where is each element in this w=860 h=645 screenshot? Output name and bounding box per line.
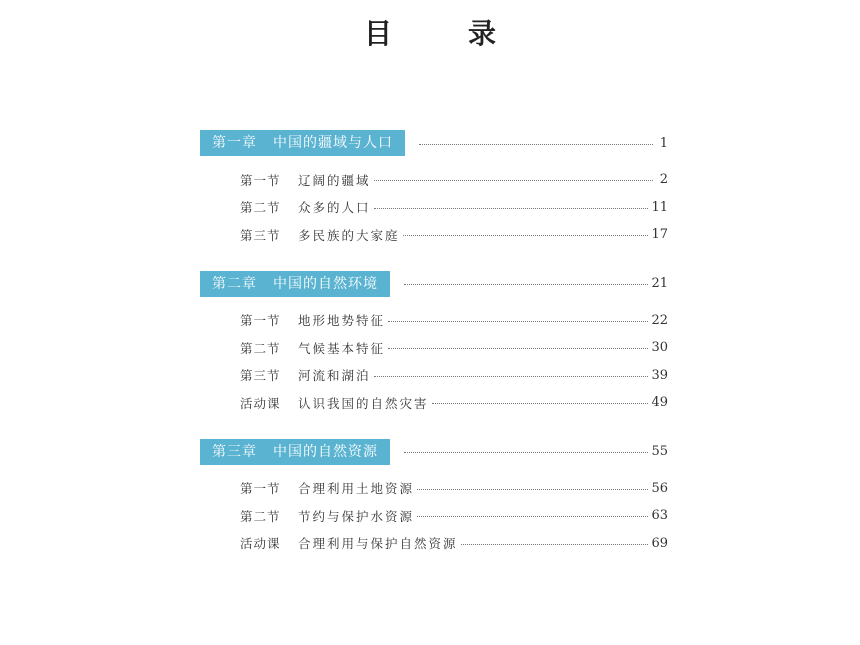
section-page-number: 39 xyxy=(651,367,668,383)
section-page-number: 11 xyxy=(651,199,668,215)
section-number: 活动课 xyxy=(240,536,281,552)
chapter-block-3 xyxy=(200,439,668,558)
chapter-number: 第三章 xyxy=(212,443,257,460)
section-number: 第三节 xyxy=(240,368,281,384)
page-title: 目 录 xyxy=(363,17,520,50)
dot-leader xyxy=(374,376,649,377)
table-of-contents xyxy=(200,130,668,579)
section-entry[interactable] xyxy=(240,389,668,417)
section-title: 合理利用土地资源 xyxy=(298,481,415,497)
section-title: 多民族的大家庭 xyxy=(298,227,400,243)
section-entry[interactable] xyxy=(240,221,668,249)
section-page-number: 22 xyxy=(651,312,668,328)
section-number: 第一节 xyxy=(240,313,281,329)
section-title: 合理利用与保护自然资源 xyxy=(298,536,458,552)
section-entry[interactable] xyxy=(240,530,668,558)
dot-leader xyxy=(417,489,648,490)
chapter-title: 中国的疆域与人口 xyxy=(273,135,393,151)
section-title: 认识我国的自然灾害 xyxy=(298,395,429,411)
section-number: 活动课 xyxy=(240,395,281,411)
section-entry[interactable] xyxy=(240,362,668,390)
section-page-number: 2 xyxy=(659,172,668,188)
chapter-number: 第一章 xyxy=(212,135,257,151)
chapter-entry[interactable] xyxy=(200,271,668,297)
chapter-entry[interactable] xyxy=(200,130,668,156)
section-entry[interactable] xyxy=(240,166,668,194)
chapter-page-number: 21 xyxy=(651,276,668,291)
section-page-number: 69 xyxy=(651,535,668,551)
chapter-block-2 xyxy=(200,271,668,417)
chapter-title: 中国的自然环境 xyxy=(273,275,378,292)
dot-leader xyxy=(419,144,653,145)
chapter-number: 第二章 xyxy=(212,275,257,292)
section-number: 第二节 xyxy=(240,340,281,356)
dot-leader xyxy=(374,208,649,209)
section-entry[interactable] xyxy=(240,334,668,362)
chapter-title: 中国的自然资源 xyxy=(273,443,378,460)
section-title: 节约与保护水资源 xyxy=(298,508,415,524)
section-page-number: 63 xyxy=(651,508,668,524)
dot-leader xyxy=(417,516,648,517)
dot-leader xyxy=(374,180,653,181)
dot-leader xyxy=(432,403,649,404)
section-entry[interactable] xyxy=(240,475,668,503)
dot-leader xyxy=(404,452,648,453)
section-title: 河流和湖泊 xyxy=(298,368,371,384)
dot-leader xyxy=(461,544,649,545)
dot-leader xyxy=(404,284,648,285)
section-entry[interactable] xyxy=(240,502,668,530)
chapter-label xyxy=(200,271,390,297)
section-number: 第一节 xyxy=(240,172,281,188)
section-page-number: 17 xyxy=(651,227,668,243)
chapter-page-number: 55 xyxy=(651,444,668,459)
section-page-number: 56 xyxy=(651,480,668,496)
section-number: 第三节 xyxy=(240,227,281,243)
section-title: 辽阔的疆域 xyxy=(298,172,371,188)
section-number: 第一节 xyxy=(240,481,281,497)
section-entry[interactable] xyxy=(240,307,668,335)
chapter-label xyxy=(200,439,390,465)
dot-leader xyxy=(403,235,649,236)
section-page-number: 30 xyxy=(651,340,668,356)
section-page-number: 49 xyxy=(651,395,668,411)
chapter-page-number: 1 xyxy=(659,135,668,151)
section-title: 众多的人口 xyxy=(298,200,371,216)
chapter-label xyxy=(200,130,405,156)
chapter-entry[interactable] xyxy=(200,439,668,465)
section-title: 地形地势特征 xyxy=(298,313,386,329)
section-title: 气候基本特征 xyxy=(298,340,386,356)
dot-leader xyxy=(388,321,648,322)
chapter-block-1 xyxy=(200,130,668,249)
section-number: 第二节 xyxy=(240,200,281,216)
dot-leader xyxy=(388,348,648,349)
section-number: 第二节 xyxy=(240,508,281,524)
section-entry[interactable] xyxy=(240,194,668,222)
